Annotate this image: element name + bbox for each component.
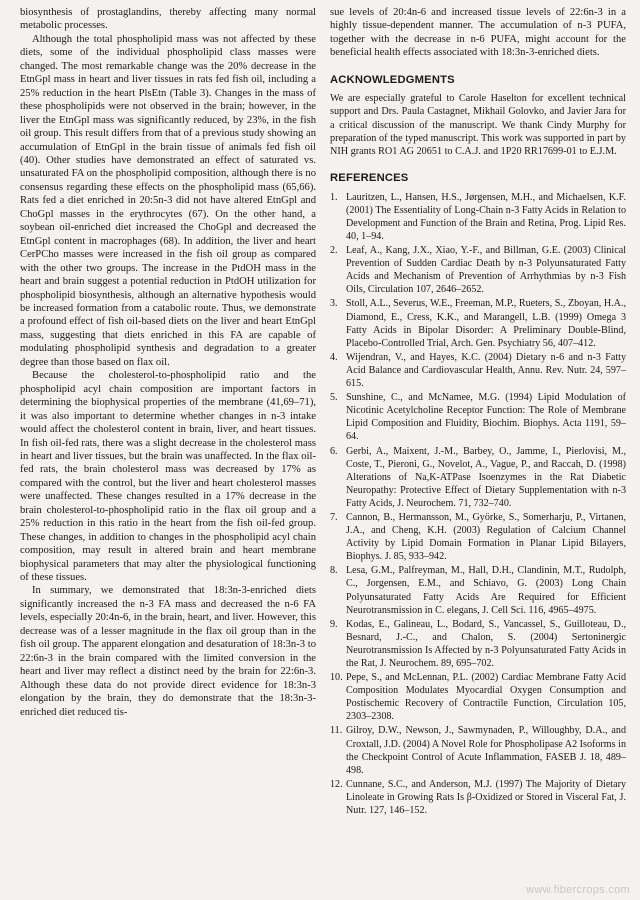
reference-item (330, 351, 626, 390)
body-paragraph-continuation: sue levels of 20:4n-6 and increased tissue levels of 22:6n-3 in a highly tissue-dependent manner. The accumulation of n-3 PUFA, together with the decrease in n-6 PUFA, might account for the beneficial health effects associated with 18:3n-3-enriched diets. (330, 7, 626, 59)
body-paragraph: Because the cholesterol-to-phospholipid ratio and the phospholipid acyl chain composition are important factors in determining the biophysical properties of the membrane (41,69–71), it was also important to determine whether changes in n-3 intake would affect the cholesterol content in brain, liver, and heart tissues. In fish oil-fed rats, there was a slight decrease in the cholesterol mass in heart and liver tissues, but the brain was unaffected. In the flax oil-fed rats, the brain cholesterol mass was decreased by 17% as compared with the control, but the liver and heart cholesterol masses were unaffected. These changes resulted in a 17% decrease in the brain cholesterol-to-phospholipid ratio in the flax oil group and a 25% reduction in this ratio in the heart from the fish oil-fed group. These changes, in addition to changes in the phospholipid acyl chain composition, may result in altered brain and heart membrane biophysical parameters that may alter the physiological functioning of these tissues. (20, 370, 316, 584)
reference-item (330, 445, 626, 510)
reference-number: 11. (330, 725, 343, 737)
references-list (330, 191, 626, 817)
reference-text: Lauritzen, L., Hansen, H.S., Jørgensen, M.H., and Michaelsen, K.F. (2001) The Essentiality of Long-Chain n-3 Fatty Acids in Relation to Development and Function of the Brain and Retina, Prog. Lipid Res. 40, 1–94. (346, 191, 626, 243)
reference-text: Wijendran, V., and Hayes, K.C. (2004) Dietary n-6 and n-3 Fatty Acid Balance and Cardiovascular Health, Annu. Rev. Nutr. 24, 597–615. (346, 351, 626, 390)
reference-item (330, 778, 626, 817)
reference-number: 3. (330, 298, 338, 310)
right-column (330, 6, 626, 818)
acknowledgments-heading: ACKNOWLEDGMENTS (330, 73, 455, 86)
reference-item (330, 244, 626, 296)
reference-text: Gerbi, A., Maixent, J.-M., Barbey, O., Jamme, I., Pierlovisi, M., Coste, T., Pieroni, G., Novelot, A., Vague, P., and Raccah, D. (1998) Alterations of Na,K-ATPase Isoenzymes in the Rat Diabetic Neuropathy: Protective Effect of Dietary Supplementation with n-3 Fatty Acids, J. Neurochem. 71, 732–740. (346, 445, 626, 509)
reference-item (330, 391, 626, 443)
reference-number: 6. (330, 445, 338, 457)
left-column (20, 6, 316, 719)
body-paragraph: biosynthesis of prostaglandins, thereby affecting many normal metabolic processes. (20, 7, 316, 32)
reference-text: Cannon, B., Hermansson, M., Györke, S., Somerharju, P., Virtanen, J.A., and Cheng, K.H. (2003) Regulation of Calcium Channel Activity by Lipid Domain Formation in Planar Lipid Bilayers, Biophys. J. 85, 933–942. (346, 511, 626, 563)
reference-item (330, 671, 626, 723)
reference-number: 8. (330, 565, 338, 577)
reference-item (330, 564, 626, 616)
body-paragraph: In summary, we demonstrated that 18:3n-3-enriched diets significantly increased the n-3 FA mass and decreased the n-6 FA levels, especially 20:4n-6, in the brain, heart, and liver. However, this decrease was of a lesser magnitude in the flax oil group than in the fish oil group. The apparent elongation and desaturation of 18:3n-3 to 22:6n-3 in the brain compared with the limited conversion in the heart and liver may reflect a distinct need by the brain for 22:6n-3. Although these data do not provide direct evidence for 18:3n-3 elongation by the brain, they do demonstrate that the 18:3n-3-enriched diet reduced tis- (20, 585, 316, 718)
reference-text: Cunnane, S.C., and Anderson, M.J. (1997) The Majority of Dietary Linoleate in Growing Rats Is β-Oxidized or Stored in Visceral Fat, J. Nutr. 127, 146–152. (346, 778, 626, 817)
reference-text: Leaf, A., Kang, J.X., Xiao, Y.-F., and Billman, G.E. (2003) Clinical Prevention of Sudden Cardiac Death by n-3 Polyunsaturated Fatty Acids and Mechanism of Prevention of Arrhythmias by n-3 Fish Oils, Circulation 107, 2646–2652. (346, 245, 626, 296)
acknowledgments-text: We are especially grateful to Carole Haselton for excellent technical support and Drs. Paula Castagnet, Mikhail Golovko, and Javier Jara for a critical discussion of the manuscript. We thank Cindy Murphy for preparation of the typed manuscript. This work was supported in part by NIH grants RO1 AG 20651 to C.A.J. and 1P20 RR17699-01 to E.J.M. (330, 93, 626, 158)
references-heading: REFERENCES (330, 172, 409, 185)
reference-text: Lesa, G.M., Palfreyman, M., Hall, D.H., Clandinin, M.T., Rudolph, C., Jorgensen, E.M., and Schiavo, G. (2003) Long Chain Polyunsaturated Fatty Acids Are Required for Efficient Neurotransmission in C. elegans, J. Cell Sci. 116, 4965–4975. (346, 565, 626, 616)
reference-number: 2. (330, 245, 338, 257)
body-paragraph: Although the total phospholipid mass was not affected by these diets, some of the individual phospholipid class masses were changed. The most remarkable change was the 20% decrease in the EtnGpl mass in heart and liver tissues in rats fed fish oil, including a 25% reduction in the heart PlsEtn (Table 3). Changes in the mass of these phospholipids were not observed in the brain; however, in the liver the EtnGpl mass was significantly reduced, by 23%, in the fish oil group. This result differs from that of a previous study showing an accumulation of EtnGpl in the brain tissue of animals fed fish oil (40). Other studies have demonstrated an effect of saturated vs. unsaturated FA on the phospholipid composition, although there is no consensus regarding these effects on the phospholipid mass (65,66). Rats fed a diet enriched in 20:5n-3 did not have altered EtnGpl and ChoGpl masses in the erythrocytes (67). On the other hand, a soybean oil-enriched diet increased the ChoGpl and decreased the EtnGpl content in macrophages (68). In addition, the liver and heart CerPCho masses were increased in the fish oil group as compared with the other two groups. The increase in the PtdOH mass in the heart and brain suggest a potential reduction in PtdOH utilization for phospholipid biosynthesis, although an alternative hypothesis would be increased formation from a catabolic route. Thus, we demonstrate a profound effect of fish oil-based diets on the liver and heart EtnGpl mass, suggesting that diets enriched in this FA are capable of modulating phospholipid synthesis and degradation to a greater degree than those based on flax oil. (20, 33, 316, 368)
watermark: www.fibercrops.com (526, 884, 630, 896)
reference-text: Kodas, E., Galineau, L., Bodard, S., Vancassel, S., Guilloteau, D., Besnard, J.-C., and Chalon, S. (2004) Sertoninergic Neurotransmission Is Affected by n-3 Polyunsaturated Fatty Acids in the Rat, J. Neurochem. 89, 695–702. (346, 618, 626, 670)
reference-text: Stoll, A.L., Severus, W.E., Freeman, M.P., Rueters, S., Zboyan, H.A., Diamond, E., Cress, K.K., and Marangell, L.B. (1999) Omega 3 Fatty Acids in Bipolar Disorder: A Preliminary Double-Blind, Placebo-Controlled Trial, Arch. Gen. Psychiatry 56, 407–412. (346, 298, 626, 349)
reference-item (330, 191, 626, 243)
reference-number: 4. (330, 351, 338, 363)
reference-item (330, 297, 626, 349)
reference-number: 1. (330, 191, 338, 203)
reference-item (330, 618, 626, 670)
reference-text: Gilroy, D.W., Newson, J., Sawmynaden, P., Willoughby, D.A., and Croxtall, J.D. (2004) A Novel Role for Phospholipase A2 Isoforms in the Checkpoint Control of Acute Inflammation, FASEB J. 18, 489–498. (346, 725, 626, 776)
reference-number: 12. (330, 778, 343, 790)
reference-text: Pepe, S., and McLennan, P.L. (2002) Cardiac Membrane Fatty Acid Composition Modulates Myocardial Oxygen Consumption and Postischemic Recovery of Contractile Function, Circulation 105, 2303–2308. (346, 672, 626, 723)
reference-number: 7. (330, 511, 338, 523)
reference-item (330, 724, 626, 776)
reference-number: 9. (330, 618, 338, 630)
reference-item (330, 511, 626, 563)
reference-number: 10. (330, 672, 343, 684)
reference-number: 5. (330, 392, 338, 404)
reference-text: Sunshine, C., and McNamee, M.G. (1994) Lipid Modulation of Nicotinic Acetylcholine Receptor Function: The Role of Membrane Lipid Composition and Fluidity, Biochim. Biophys. Acta 1191, 59–64. (346, 392, 626, 443)
